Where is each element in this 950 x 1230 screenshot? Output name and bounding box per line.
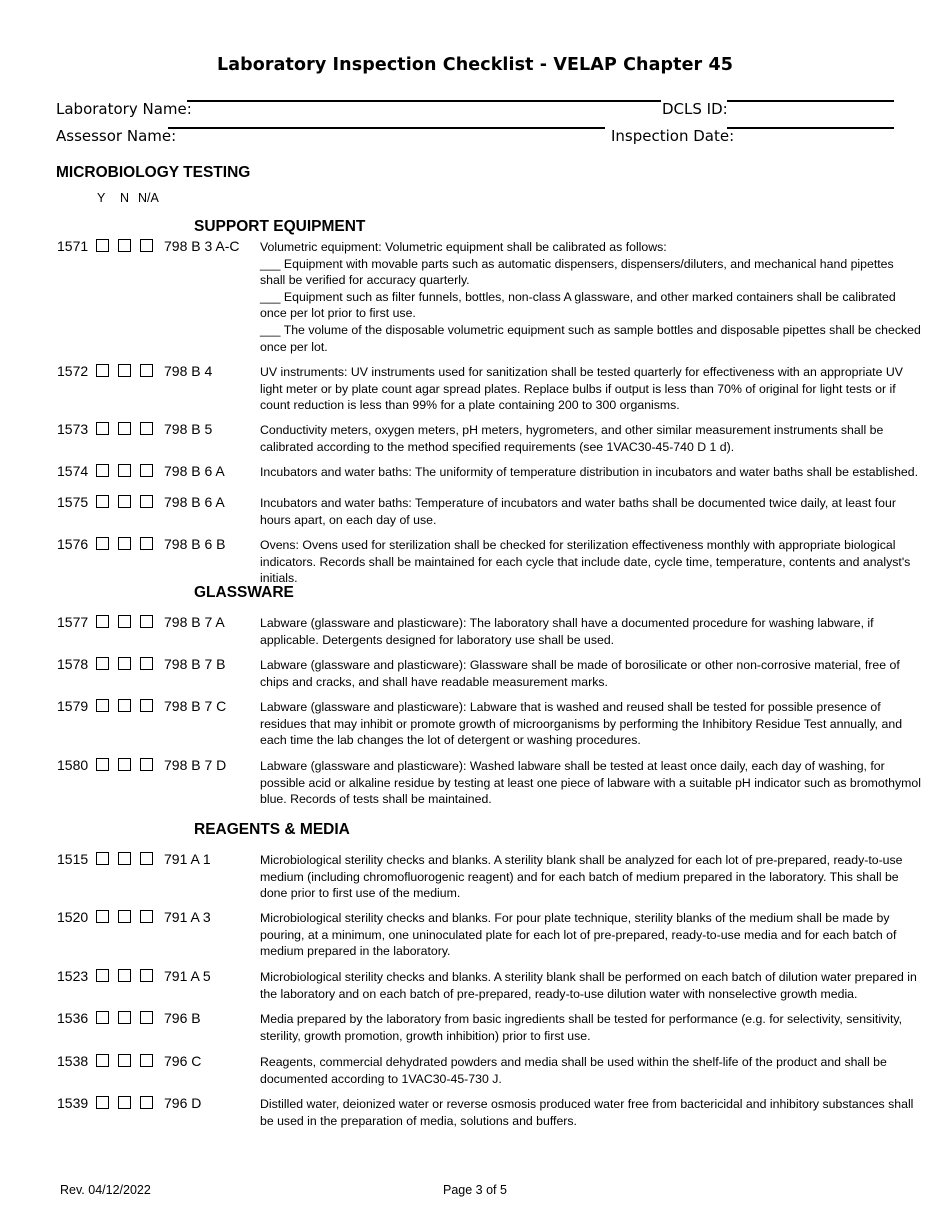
regulation-reference: 791 A 1 <box>164 851 211 867</box>
item-number: 1577 <box>57 614 89 630</box>
yes-checkbox[interactable] <box>96 910 109 923</box>
requirement-text: Conductivity meters, oxygen meters, pH meters, hygrometers, and other similar measurement instruments shall be calibrated according to the method specified requirements (see 1VAC30-45-740 D 1 d). <box>260 423 884 454</box>
lab-name-label: Laboratory Name: <box>56 100 192 118</box>
no-checkbox[interactable] <box>118 910 131 923</box>
yes-checkbox[interactable] <box>96 239 109 252</box>
requirement-text: Microbiological sterility checks and blanks. For pour plate technique, sterility blanks of the medium shall be made by pouring, at a minimum, one uninoculated plate for each lot of pre-prepared, ready-to-use media and for each batch of medium prepared in the laboratory. <box>260 911 897 959</box>
page-number: Page 3 of 5 <box>443 1183 507 1197</box>
requirement-text: Labware (glassware and plasticware): The laboratory shall have a documented procedure for washing labware, if applicable. Detergents designed for laboratory use shall be used. <box>260 616 874 647</box>
item-number: 1573 <box>57 421 89 437</box>
column-label-y: Y <box>97 191 106 205</box>
no-checkbox[interactable] <box>118 464 131 477</box>
item-number: 1523 <box>57 968 89 984</box>
yes-checkbox[interactable] <box>96 1054 109 1067</box>
regulation-reference: 798 B 7 C <box>164 698 227 714</box>
na-checkbox[interactable] <box>140 537 153 550</box>
yes-checkbox[interactable] <box>96 422 109 435</box>
lab-name-input[interactable] <box>187 100 661 102</box>
na-checkbox[interactable] <box>140 699 153 712</box>
item-number: 1571 <box>57 238 89 254</box>
na-checkbox[interactable] <box>140 1011 153 1024</box>
dcls-id-label: DCLS ID: <box>662 100 728 118</box>
group-title-glassware: GLASSWARE <box>194 584 294 601</box>
assessor-name-label: Assessor Name: <box>56 127 177 145</box>
no-checkbox[interactable] <box>118 699 131 712</box>
no-checkbox[interactable] <box>118 537 131 550</box>
no-checkbox[interactable] <box>118 657 131 670</box>
regulation-reference: 798 B 6 A <box>164 494 225 510</box>
assessor-name-input[interactable] <box>168 127 605 129</box>
yes-checkbox[interactable] <box>96 699 109 712</box>
yes-checkbox[interactable] <box>96 852 109 865</box>
yes-checkbox[interactable] <box>96 1011 109 1024</box>
page-title: Laboratory Inspection Checklist - VELAP Chapter 45 <box>216 55 734 75</box>
yes-checkbox[interactable] <box>96 615 109 628</box>
item-number: 1536 <box>57 1010 89 1026</box>
na-checkbox[interactable] <box>140 495 153 508</box>
na-checkbox[interactable] <box>140 657 153 670</box>
requirement-text: Labware (glassware and plasticware): Glassware shall be made of borosilicate or other non-corrosive material, free of chips and cracks, and shall have readable measurement marks. <box>260 658 900 689</box>
regulation-reference: 798 B 7 B <box>164 656 226 672</box>
regulation-reference: 791 A 3 <box>164 909 211 925</box>
revision-date: Rev. 04/12/2022 <box>60 1183 151 1197</box>
no-checkbox[interactable] <box>118 758 131 771</box>
regulation-reference: 798 B 6 A <box>164 463 225 479</box>
no-checkbox[interactable] <box>118 969 131 982</box>
inspection-date-input[interactable] <box>727 127 894 129</box>
item-number: 1579 <box>57 698 89 714</box>
regulation-reference: 796 B <box>164 1010 201 1026</box>
yes-checkbox[interactable] <box>96 495 109 508</box>
column-label-n: N <box>120 191 130 205</box>
na-checkbox[interactable] <box>140 758 153 771</box>
yes-checkbox[interactable] <box>96 969 109 982</box>
regulation-reference: 798 B 3 A-C <box>164 238 240 254</box>
na-checkbox[interactable] <box>140 1054 153 1067</box>
requirement-text: Incubators and water baths: Temperature of incubators and water baths shall be documented twice daily, at least four hours apart, on each day of use. <box>260 496 896 527</box>
item-number: 1538 <box>57 1053 89 1069</box>
requirement-text: Volumetric equipment: Volumetric equipment shall be calibrated as follows: ___ Equipment with movable parts such as automatic dispensers, dispensers/diluters, and mechanical hand pipettes shall be verified for accuracy quarterly. ___ Equipment such as filter funnels, bottles, non-class A glassware, and other marked containers shall be calibrated once per lot prior to first use. ___ The volume of the disposable volumetric equipment such as sample bottles and disposable pipettes shall be checked once per lot. <box>260 240 921 354</box>
regulation-reference: 798 B 4 <box>164 363 213 379</box>
requirement-text: Incubators and water baths: The uniformity of temperature distribution in incubators and water baths shall be established. <box>260 465 919 479</box>
no-checkbox[interactable] <box>118 1054 131 1067</box>
requirement-text: Microbiological sterility checks and blanks. A sterility blank shall be analyzed for each lot of pre-prepared, ready-to-use medium (including chromofluorogenic reagent) and for each batch of medium prepared in the laboratory. This shall be done prior to first use of the medium. <box>260 853 903 901</box>
item-number: 1520 <box>57 909 89 925</box>
item-number: 1572 <box>57 363 89 379</box>
na-checkbox[interactable] <box>140 364 153 377</box>
requirement-text: Media prepared by the laboratory from basic ingredients shall be tested for performance (e.g. for selectivity, sensitivity, sterility, growth promotion, growth inhibition) prior to first use. <box>260 1012 903 1043</box>
requirement-text: UV instruments: UV instruments used for sanitization shall be tested quarterly for effectiveness with an appropriate UV light meter or by plate count agar spread plates. Replace bulbs if output is less than 70% of original for light tests or if count reduction is less than 99% for a plate containing 200 to 300 organisms. <box>260 365 903 413</box>
regulation-reference: 798 B 5 <box>164 421 213 437</box>
requirement-text: Microbiological sterility checks and blanks. A sterility blank shall be performed on each batch of dilution water prepared in the laboratory and on each batch of pre-prepared, ready-to-use dilution water with nonselective growth media. <box>260 970 917 1001</box>
yes-checkbox[interactable] <box>96 364 109 377</box>
no-checkbox[interactable] <box>118 1096 131 1109</box>
section-title: MICROBIOLOGY TESTING <box>56 164 251 181</box>
item-number: 1575 <box>57 494 89 510</box>
yes-checkbox[interactable] <box>96 537 109 550</box>
no-checkbox[interactable] <box>118 1011 131 1024</box>
na-checkbox[interactable] <box>140 464 153 477</box>
yes-checkbox[interactable] <box>96 758 109 771</box>
na-checkbox[interactable] <box>140 615 153 628</box>
inspection-date-label: Inspection Date: <box>611 127 735 145</box>
regulation-reference: 798 B 7 A <box>164 614 225 630</box>
no-checkbox[interactable] <box>118 422 131 435</box>
na-checkbox[interactable] <box>140 852 153 865</box>
yes-checkbox[interactable] <box>96 464 109 477</box>
na-checkbox[interactable] <box>140 239 153 252</box>
item-number: 1574 <box>57 463 89 479</box>
item-number: 1578 <box>57 656 89 672</box>
item-number: 1539 <box>57 1095 89 1111</box>
na-checkbox[interactable] <box>140 969 153 982</box>
regulation-reference: 796 C <box>164 1053 202 1069</box>
no-checkbox[interactable] <box>118 615 131 628</box>
regulation-reference: 791 A 5 <box>164 968 211 984</box>
item-number: 1580 <box>57 757 89 773</box>
requirement-text: Reagents, commercial dehydrated powders and media shall be used within the shelf-life of the product and shall be documented according to 1VAC30-45-730 J. <box>260 1055 887 1086</box>
na-checkbox[interactable] <box>140 422 153 435</box>
dcls-id-input[interactable] <box>727 100 894 102</box>
item-number: 1515 <box>57 851 89 867</box>
na-checkbox[interactable] <box>140 1096 153 1109</box>
requirement-text: Labware (glassware and plasticware): Washed labware shall be tested at least once daily, each day of washing, for possible acid or alkaline residue by testing at least one piece of labware with a suitable pH indicator such as bromothymol blue. Records of tests shall be maintained. <box>260 759 921 807</box>
no-checkbox[interactable] <box>118 239 131 252</box>
na-checkbox[interactable] <box>140 910 153 923</box>
group-title-support-equipment: SUPPORT EQUIPMENT <box>194 218 366 235</box>
no-checkbox[interactable] <box>118 852 131 865</box>
regulation-reference: 798 B 6 B <box>164 536 226 552</box>
yes-checkbox[interactable] <box>96 1096 109 1109</box>
group-title-reagents-media: REAGENTS & MEDIA <box>194 821 350 838</box>
regulation-reference: 798 B 7 D <box>164 757 227 773</box>
column-label-na: N/A <box>138 191 159 205</box>
yes-checkbox[interactable] <box>96 657 109 670</box>
no-checkbox[interactable] <box>118 495 131 508</box>
item-number: 1576 <box>57 536 89 552</box>
requirement-text: Ovens: Ovens used for sterilization shall be checked for sterilization effectiveness monthly with appropriate biological indicators. Records shall be maintained for each cycle that include date, cycle time, temperature, contents and analyst's initials. <box>260 538 911 586</box>
regulation-reference: 796 D <box>164 1095 202 1111</box>
requirement-text: Labware (glassware and plasticware): Labware that is washed and reused shall be tested for possible presence of residues that may inhibit or promote growth of microorganisms by performing the Inhibitory Residue Test annually, and each time the lab changes the lot of detergent or washing procedures. <box>260 700 903 748</box>
no-checkbox[interactable] <box>118 364 131 377</box>
requirement-text: Distilled water, deionized water or reverse osmosis produced water free from bactericidal and inhibitory substances shall be used in the preparation of media, solutions and buffers. <box>260 1097 914 1128</box>
